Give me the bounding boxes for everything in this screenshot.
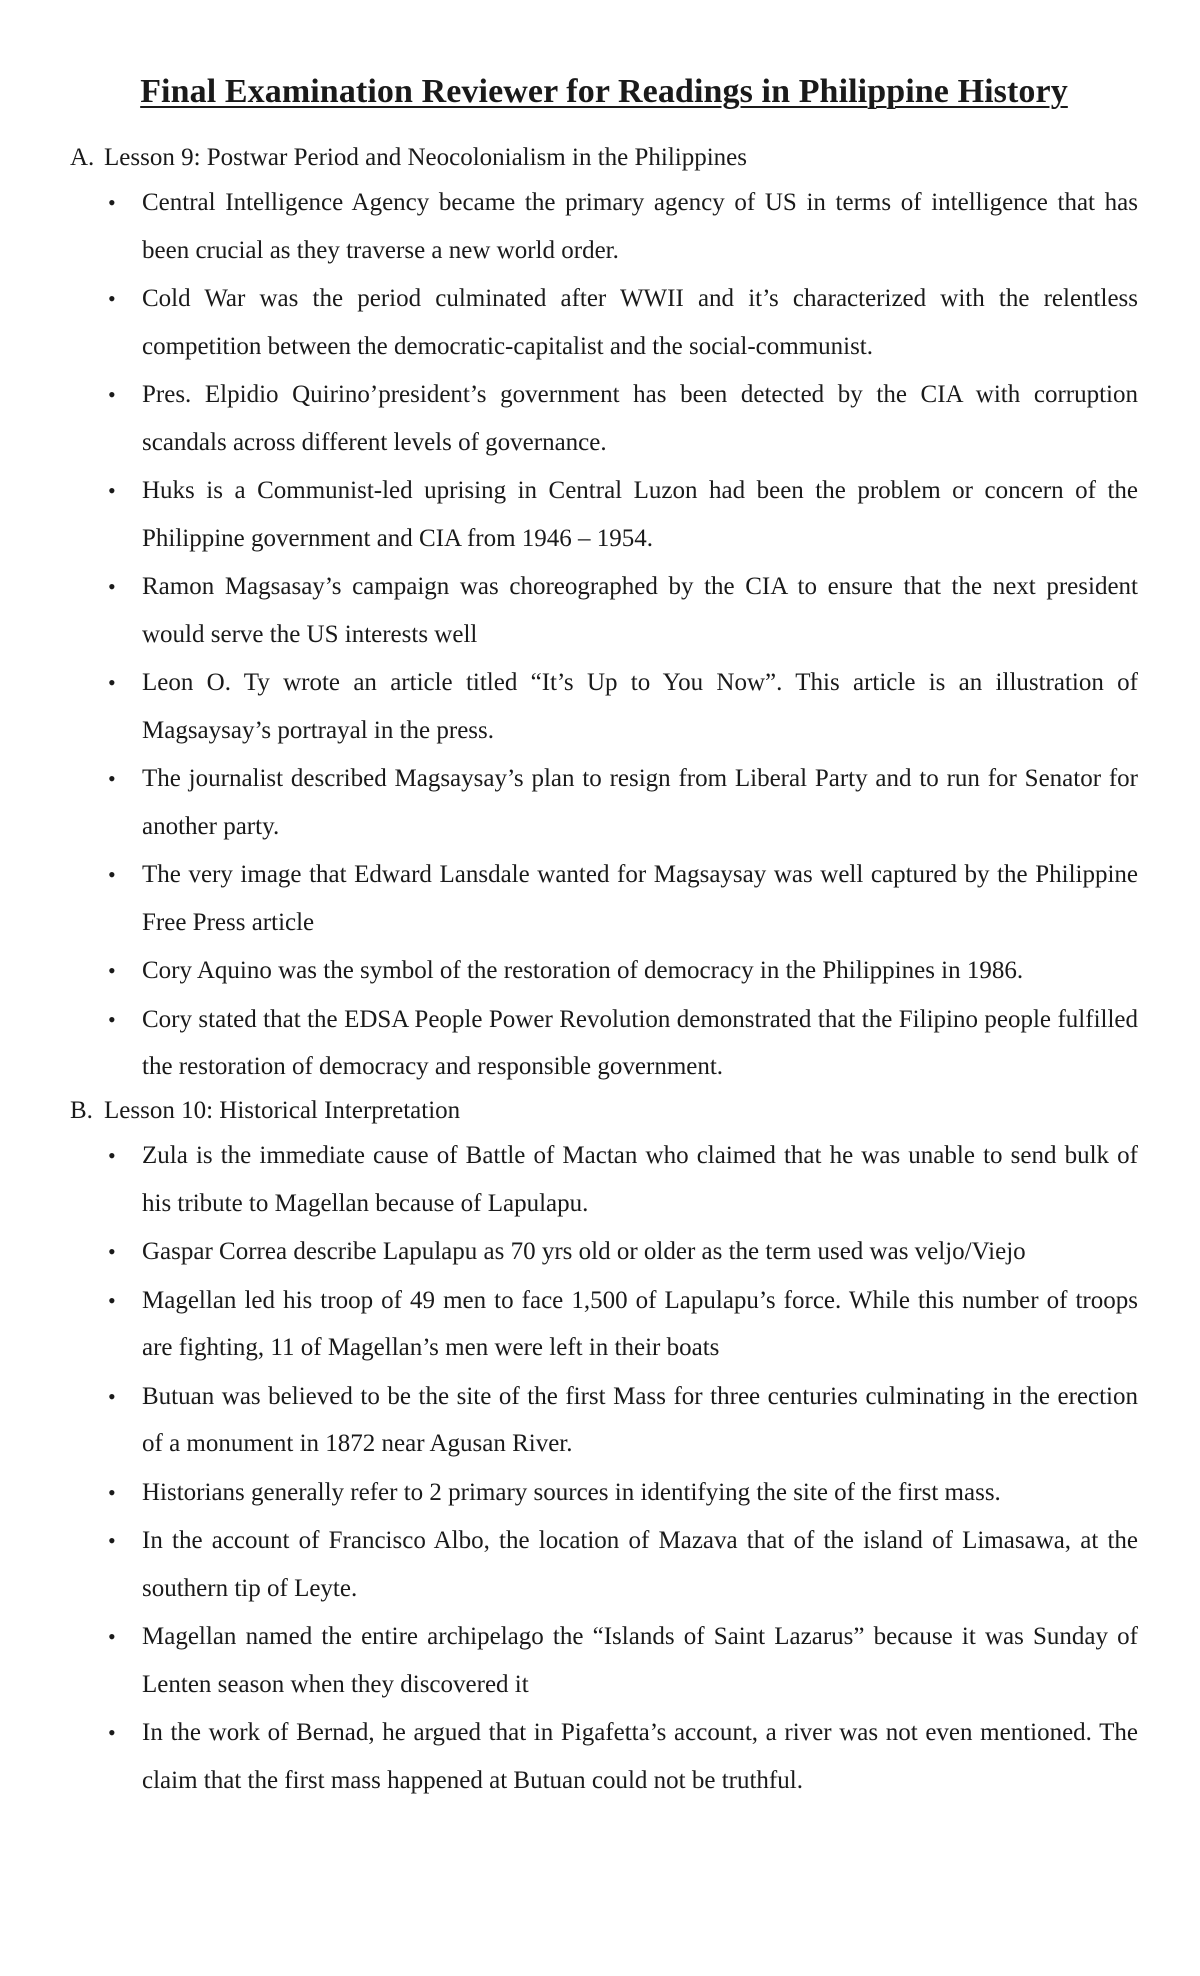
bullet-icon: • [108,1528,116,1554]
bullet-icon: • [108,766,116,792]
bullet-text: In the account of Francisco Albo, the location of Mazava that of the island of Limasawa, at the southern tip of Leyte. [142,1527,1138,1602]
bullet-text: The very image that Edward Lansdale wanted for Magsaysay was well captured by the Philippine Free Press article [142,861,1138,936]
list-item [70,755,1138,850]
list-item [70,1132,1138,1227]
bullet-icon: • [108,1479,116,1505]
bullet-text: Magellan led his troop of 49 men to face 1,500 of Lapulapu’s force. While this number of troops are fighting, 11 of Magellan’s men were left in their boats [142,1286,1138,1362]
bullet-text: Cold War was the period culminated after WWII and it’s characterized with the relentless competition between the democratic-capitalist and the social-communist. [142,285,1138,360]
bullet-icon: • [108,478,116,504]
bullet-text: Huks is a Communist-led uprising in Central Luzon had been the problem or concern of the Philippine government and CIA from 1946 – 1954. [142,477,1138,552]
bullet-icon: • [108,862,116,888]
bullet-text: Pres. Elpidio Quirino’president’s government has been detected by the CIA with corruption scandals across different levels of governance. [142,381,1138,456]
bullet-list [70,179,1138,1091]
list-item [70,1277,1138,1372]
bullet-text: Butuan was believed to be the site of the first Mass for three centuries culminating in the erection of a monument in 1872 near Agusan River. [142,1382,1138,1458]
section-heading [70,1092,1138,1130]
document-title: Final Examination Reviewer for Readings in Philippine History [140,73,1068,110]
list-item [70,275,1138,370]
bullet-icon: • [108,1624,116,1650]
section-heading [70,139,1138,177]
bullet-text: Ramon Magsasay’s campaign was choreographed by the CIA to ensure that the next president would serve the US interests well [142,573,1138,648]
sections-container [70,139,1138,1805]
section-letter: B. [70,1096,93,1124]
list-item [70,1613,1138,1708]
bullet-text: Cory stated that the EDSA People Power Revolution demonstrated that the Filipino people fulfilled the restoration of democracy and responsible government. [142,1005,1138,1081]
bullet-text: Central Intelligence Agency became the primary agency of US in terms of intelligence that has been crucial as they traverse a new world order. [142,189,1138,264]
section-2 [70,1092,1138,1805]
bullet-icon: • [108,670,116,696]
section-letter: A. [70,143,95,171]
bullet-icon: • [108,958,116,984]
list-item [70,996,1138,1091]
list-item [70,1517,1138,1612]
bullet-icon: • [108,1006,116,1032]
bullet-text: Leon O. Ty wrote an article titled “It’s Up to You Now”. This article is an illustration of Magsaysay’s portrayal in the press. [142,669,1138,744]
bullet-text: Historians generally refer to 2 primary sources in identifying the site of the first mass. [142,1478,1001,1506]
list-item [70,1373,1138,1468]
bullet-icon: • [108,1383,116,1409]
bullet-list [70,1132,1138,1804]
bullet-text: In the work of Bernad, he argued that in Pigafetta’s account, a river was not even mentioned. The claim that the first mass happened at Butuan could not be truthful. [142,1719,1138,1794]
section-heading-text: Lesson 9: Postwar Period and Neocolonialism in the Philippines [104,143,747,171]
section-heading-text: Lesson 10: Historical Interpretation [104,1096,461,1124]
bullet-text: Zula is the immediate cause of Battle of Mactan who claimed that he was unable to send bulk of his tribute to Magellan because of Lapulapu. [142,1142,1138,1217]
list-item [70,851,1138,946]
bullet-text: Cory Aquino was the symbol of the restoration of democracy in the Philippines in 1986. [142,957,1024,985]
bullet-icon: • [108,574,116,600]
section-1 [70,139,1138,1091]
bullet-icon: • [108,190,116,216]
bullet-text: Magellan named the entire archipelago the “Islands of Saint Lazarus” because it was Sunday of Lenten season when they discovered it [142,1623,1138,1698]
list-item [70,179,1138,274]
bullet-icon: • [108,1720,116,1746]
list-item [70,371,1138,466]
bullet-icon: • [108,1143,116,1169]
list-item [70,1469,1138,1517]
bullet-text: The journalist described Magsaysay’s plan to resign from Liberal Party and to run for Senator for another party. [142,765,1138,840]
list-item [70,947,1138,995]
bullet-icon: • [108,1287,116,1313]
list-item [70,563,1138,658]
list-item [70,1228,1138,1276]
bullet-icon: • [108,1239,116,1265]
list-item [70,659,1138,754]
list-item [70,467,1138,562]
bullet-icon: • [108,382,116,408]
bullet-text: Gaspar Correa describe Lapulapu as 70 yrs old or older as the term used was veljo/Viejo [142,1238,1026,1266]
list-item [70,1709,1138,1804]
bullet-icon: • [108,286,116,312]
